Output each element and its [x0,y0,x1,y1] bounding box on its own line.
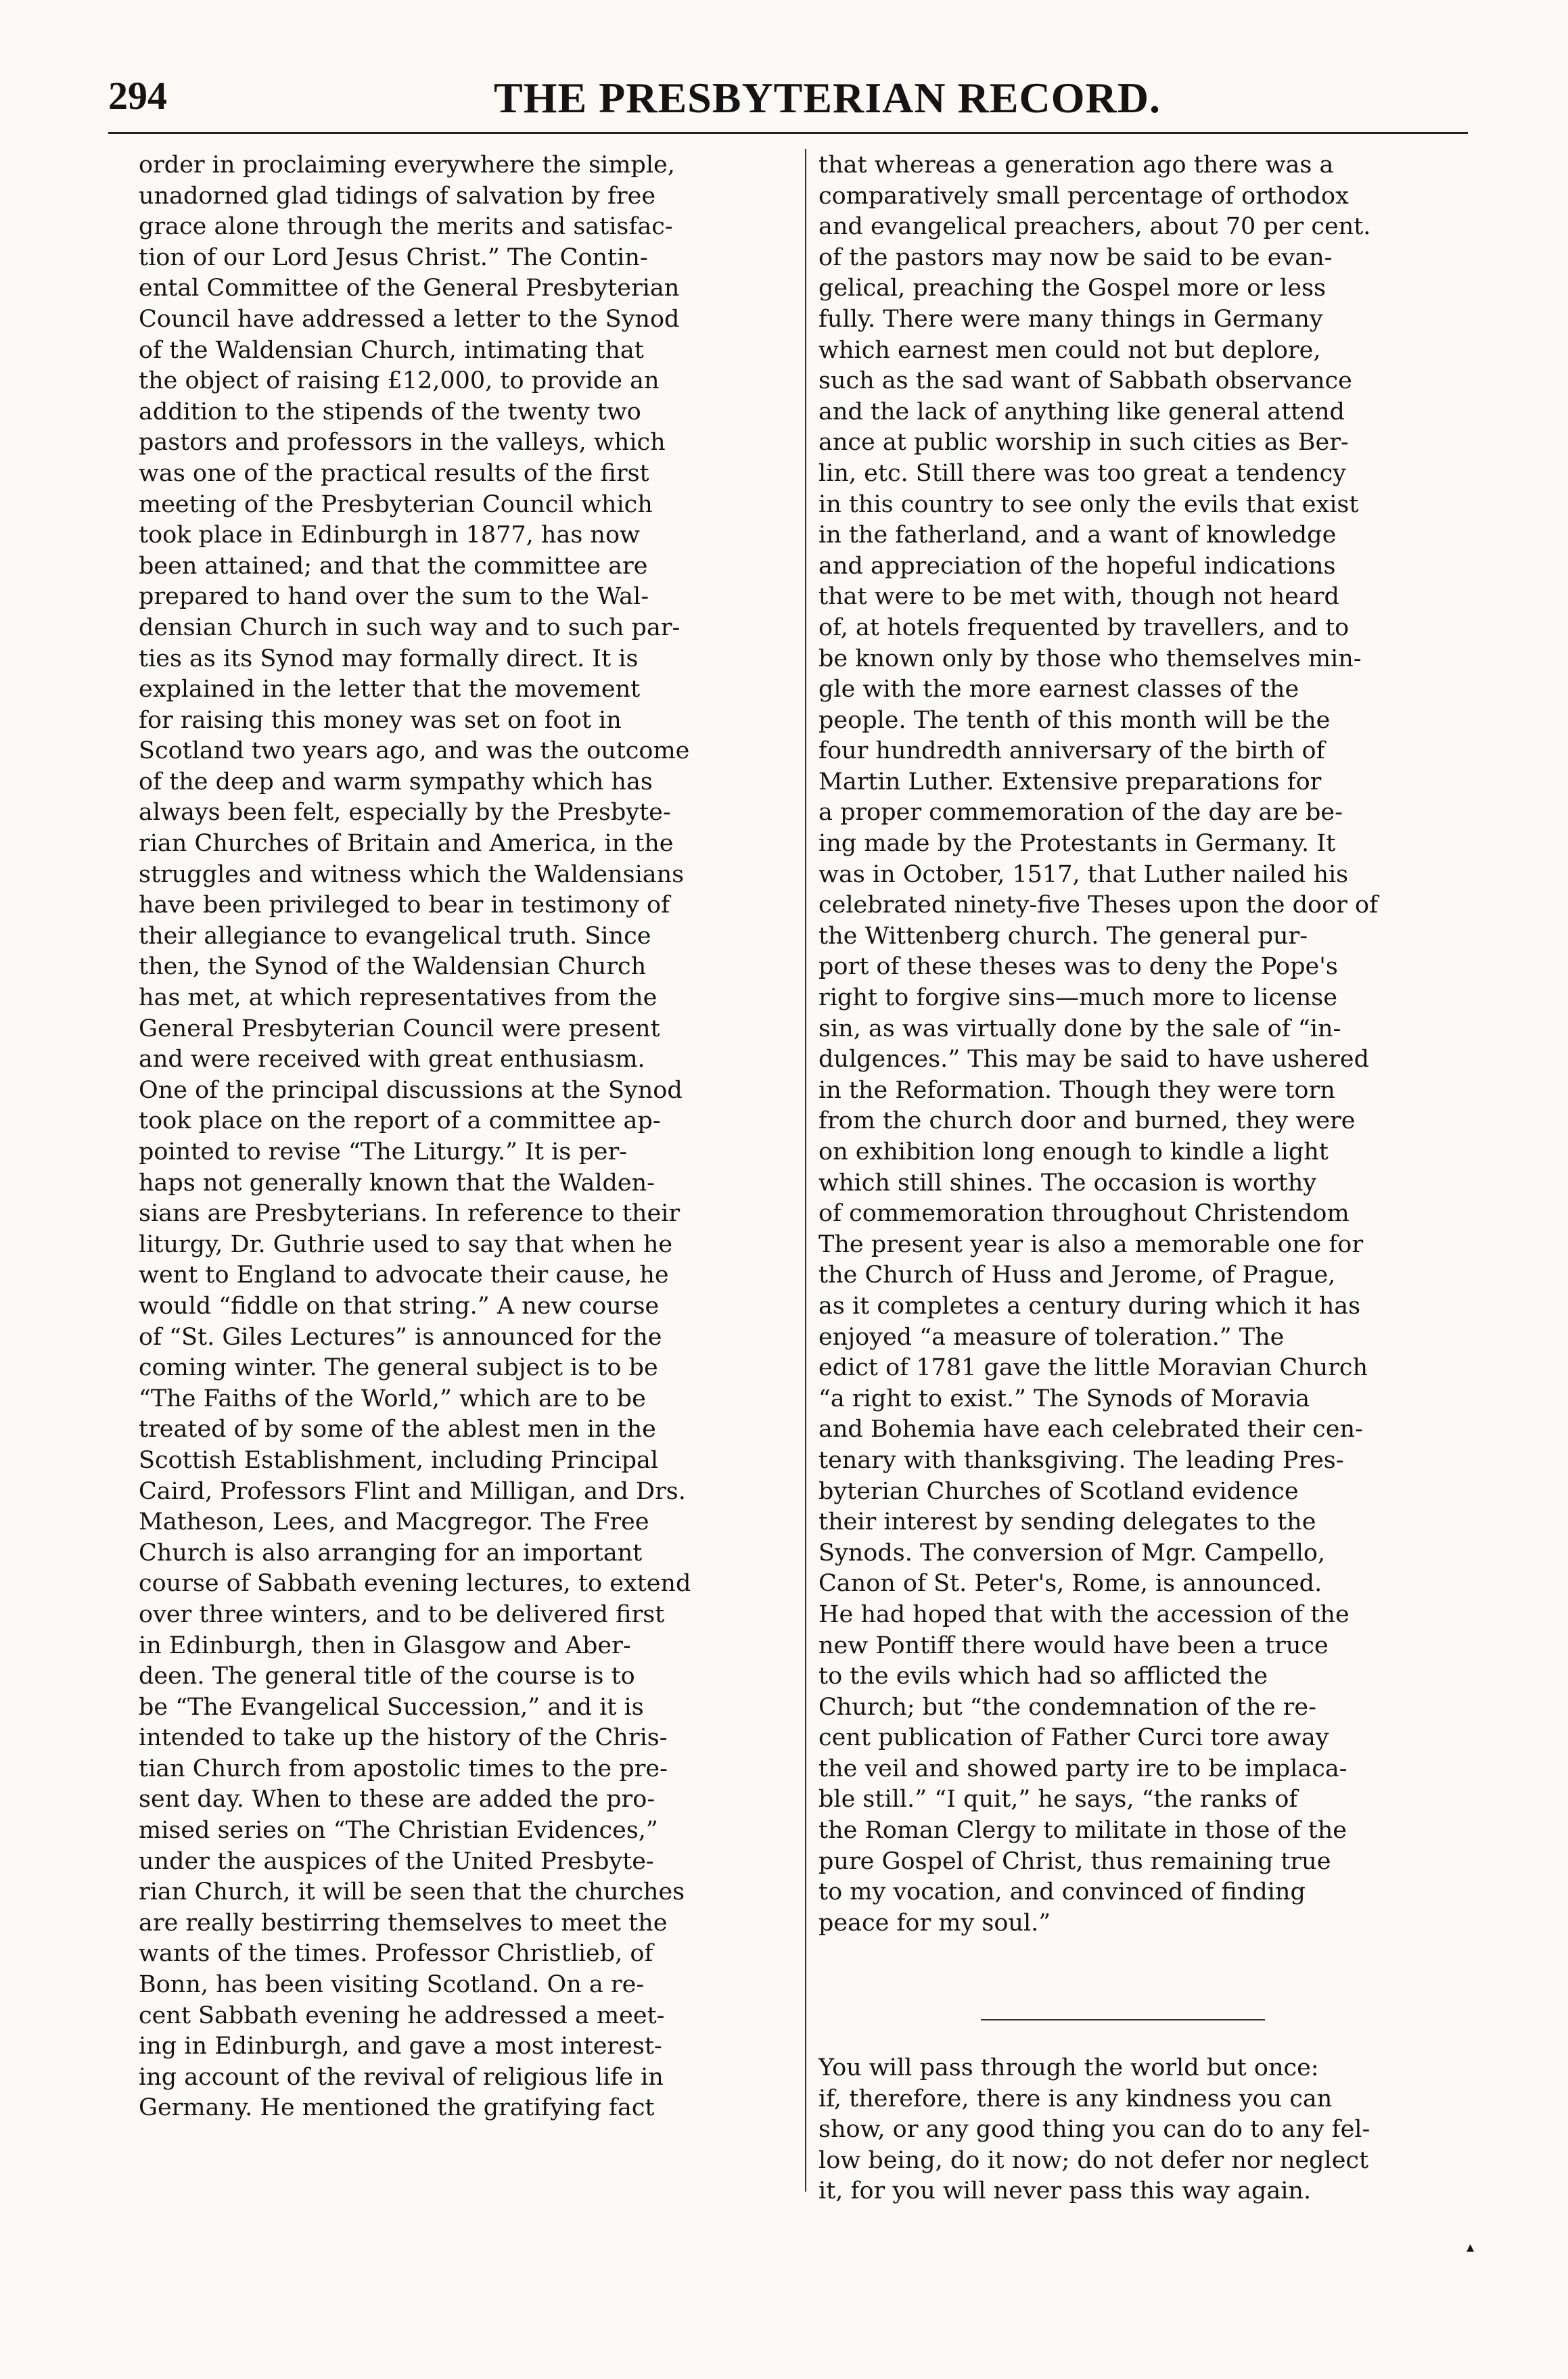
page-header [108,73,1468,127]
section-rule [981,2019,1265,2020]
page-number: 294 [108,74,167,118]
right-column-text: that whereas a generation ago there was a comparatively small percentage of orthodox and evangelical preachers, about 70 per cent. of the pastors may now be said to be evan- gelical, preaching the Gospel more or less fully. There were many things in Germany which earnest men could not but deplore, such as the sad want of Sabbath observance and the lack of anything like general attend ance at public worship in such cities as Ber- lin, etc. Still there was too great a tendency in this country to see only the evils that exist in the fatherland, and a want of knowledge and appreciation of the hopeful indications that were to be met with, though not heard of, at hotels frequented by travellers, and to be known only by those who themselves min- gle with the more earnest classes of the people. The tenth of this month will be the four hundredth anniversary of the birth of Martin Luther. Extensive preparations for a proper commemoration of the day are be- ing made by the Protestants in Germany. It was in October, 1517, that Luther nailed his celebrated ninety-five Theses upon the door of the Wittenberg church. The general pur- port of these theses was to deny the Pope's right to forgive sins—much more to license sin, as was virtually done by the sale of “in- dulgences.” This may be said to have ushered in the Reformation. Though they were torn from the church door and burned, they were on exhibition long enough to kindle a light which still shines. The occasion is worthy of commemoration throughout Christendom The present year is also a memorable one for the Church of Huss and Jerome, of Prague, as it completes a century during which it has enjoyed “a measure of toleration.” The edict of 1781 gave the little Moravian Church “a right to exist.” The Synods of Moravia and Bohemia have each celebrated their cen- tenary with thanksgiving. The leading Pres- byterian Churches of Scotland evidence their interest by sending delegates to the Synods. The conversion of Mgr. Campello, Canon of St. Peter's, Rome, is announced. He had hoped that with the accession of the new Pontiff there would have been a truce to the evils which had so afflicted the Church; but “the condemnation of the re- cent publication of Father Curci tore away the veil and showed party ire to be implaca- ble still.” “I quit,” he says, “the ranks of the Roman Clergy to militate in those of the pure Gospel of Christ, thus remaining true to my vocation, and convinced of finding peace for my soul.” [818,152,1379,1937]
header-rule [108,132,1468,134]
right-column [818,150,1473,1939]
printer-mark-icon: ▴ [1467,2239,1475,2256]
column-divider [805,149,806,2192]
left-column [139,150,793,2124]
left-column-text: order in proclaiming everywhere the simple, unadorned glad tidings of salvation by free grace alone through the merits and satisfac- tion of our Lord Jesus Christ.” The Contin- ental Committee of the General Presbyterian Council have addressed a letter to the Synod of the Waldensian Church, intimating that the object of raising £12,000, to provide an addition to the stipends of the twenty two pastors and professors in the valleys, which was one of the practical results of the first meeting of the Presbyterian Council which took place in Edinburgh in 1877, has now been attained; and that the committee are prepared to hand over the sum to the Wal- densian Church in such way and to such par- ties as its Synod may formally direct. It is explained in the letter that the movement for raising this money was set on foot in Scotland two years ago, and was the outcome of the deep and warm sympathy which has always been felt, especially by the Presbyte- rian Churches of Britain and America, in the struggles and witness which the Waldensians have been privileged to bear in testimony of their allegiance to evangelical truth. Since then, the Synod of the Waldensian Church has met, at which representatives from the General Presbyterian Council were present and were received with great enthusiasm. One of the principal discussions at the Synod took place on the report of a committee ap- pointed to revise “The Liturgy.” It is per- haps not generally known that the Walden- sians are Presbyterians. In reference to their liturgy, Dr. Guthrie used to say that when he went to England to advocate their cause, he would “fiddle on that string.” A new course of “St. Giles Lectures” is announced for the coming winter. The general subject is to be “The Faiths of the World,” which are to be treated of by some of the ablest men in the Scottish Establishment, including Principal Caird, Professors Flint and Milligan, and Drs. Matheson, Lees, and Macgregor. The Free Church is also arranging for an important course of Sabbath evening lectures, to extend over three winters, and to be delivered first in Edinburgh, then in Glasgow and Aber- deen. The general title of the course is to be “The Evangelical Succession,” and it is intended to take up the history of the Chris- tian Church from apostolic times to the pre- sent day. When to these are added the pro- mised series on “The Christian Evidences,” under the auspices of the United Presbyte- rian Church, it will be seen that the churches are really bestirring themselves to meet the wants of the times. Professor Christlieb, of Bonn, has been visiting Scotland. On a re- cent Sabbath evening he addressed a meet- ing in Edinburgh, and gave a most interest- ing account of the revival of religious life in Germany. He mentioned the gratifying fact [139,152,691,2122]
closing-paragraph: You will pass through the world but once: if, therefore, there is any kindness you can show, or any good thing you can do to any fel- low being, do it now; do not defer nor neglect it, for you will never pass this way again. [818,2054,1370,2205]
running-title: THE PRESBYTERIAN RECORD. [494,74,1161,122]
